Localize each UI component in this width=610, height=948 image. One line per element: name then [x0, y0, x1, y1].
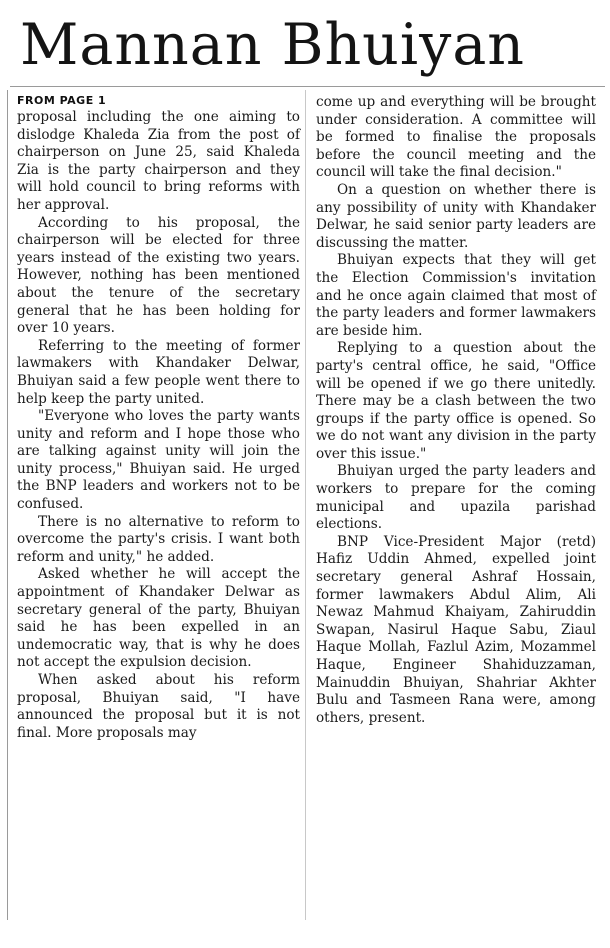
paragraph: Replying to a question about the party's central office, he said, "Office will be opened if we go there unitedly. There may be a clash between the two groups if the party office is opened. So we do not want any division in the party over this issue."	[316, 340, 596, 462]
article-headline: Mannan Bhuiyan	[20, 12, 526, 78]
paragraph: proposal including the one aiming to dislodge Khaleda Zia from the post of chairperson on June 25, said Khaleda Zia is the party chairperson and they will hold council to bring reforms with her approval.	[17, 109, 300, 213]
left-column	[17, 94, 300, 742]
paragraph: Asked whether he will accept the appointment of Khandaker Delwar as secretary general of the party, Bhuiyan said he has been expelled in an undemocratic way, that is why he does not accept the expulsion decision.	[17, 566, 300, 671]
headline-rule	[10, 86, 605, 87]
right-column	[316, 94, 596, 727]
paragraph: BNP Vice-President Major (retd) Hafiz Uddin Ahmed, expelled joint secretary general Ashraf Hossain, former lawmakers Abdul Alim, Ali Newaz Mahmud Khaiyam, Zahiruddin Swapan, Nasirul Haque Sabu, Ziaul Haque Mollah, Fazlul Azim, Mozammel Haque, Engineer Shahiduzzaman, Mainuddin Bhuiyan, Shahriar Akhter Bulu and Tasmeen Rana were, among others, present.	[316, 533, 596, 726]
continuation-label: FROM PAGE 1	[17, 94, 107, 107]
paragraph: On a question on whether there is any possibility of unity with Khandaker Delwar, he said senior party leaders are discussing the matter.	[316, 181, 596, 251]
paragraph: Bhuiyan urged the party leaders and workers to prepare for the coming municipal and upazila parishad elections.	[316, 463, 596, 533]
paragraph: According to his proposal, the chairperson will be elected for three years instead of the existing two years. However, nothing has been mentioned about the tenure of the secretary general that he has been holding for over 10 years.	[17, 214, 300, 337]
paragraph: Bhuiyan expects that they will get the Election Commission's invitation and he once again claimed that most of the party leaders and former lawmakers are beside him.	[316, 252, 596, 339]
column-divider	[305, 90, 306, 920]
paragraph: Referring to the meeting of former lawmakers with Khandaker Delwar, Bhuiyan said a few people went there to help keep the party united.	[17, 337, 300, 407]
paragraph: "Everyone who loves the party wants unity and reform and I hope those who are talking against unity will join the unity process," Bhuiyan said. He urged the BNP leaders and workers not to be confused.	[17, 408, 300, 513]
page-left-border	[7, 90, 8, 920]
paragraph: come up and everything will be brought under consideration. A committee will be formed to finalise the proposals before the council meeting and the council will take the final decision."	[316, 94, 596, 181]
paragraph: There is no alternative to reform to overcome the party's crisis. I want both reform and unity," he added.	[17, 513, 300, 565]
paragraph: When asked about his reform proposal, Bhuiyan said, "I have announced the proposal but it is not final. More proposals may	[17, 672, 300, 741]
